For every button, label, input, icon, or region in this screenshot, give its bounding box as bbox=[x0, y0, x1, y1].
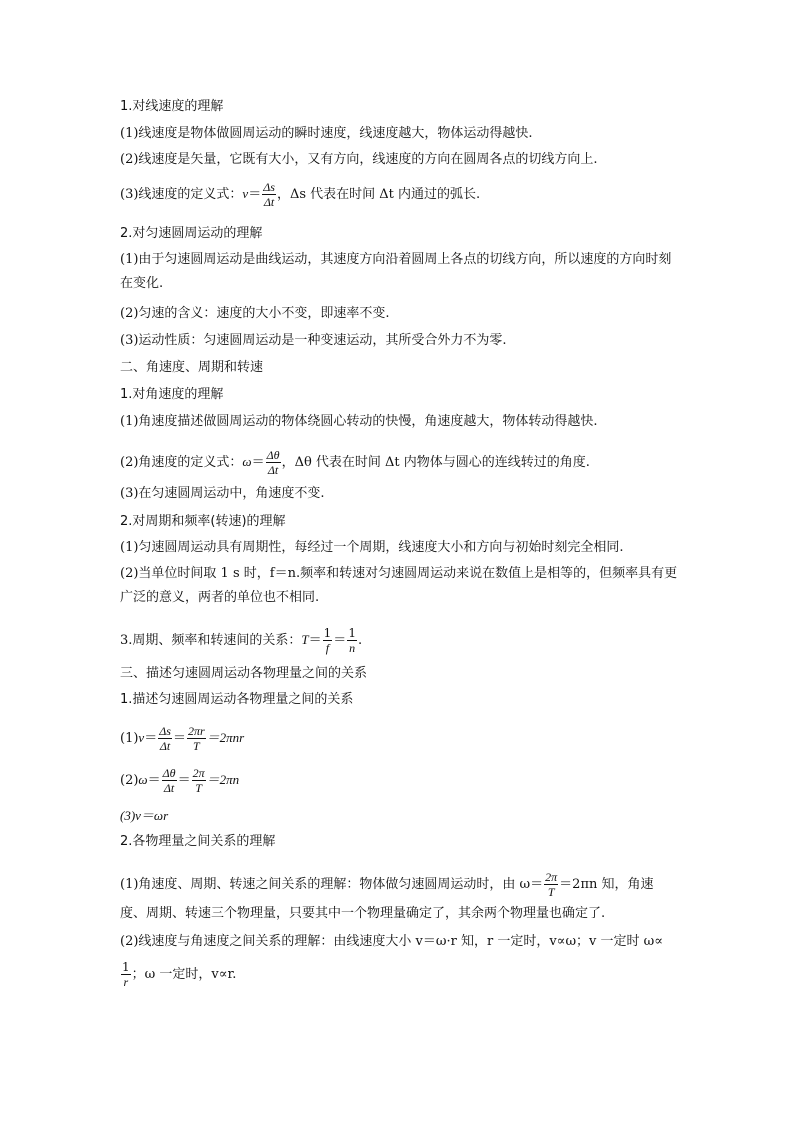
fraction bbox=[121, 960, 131, 989]
equals: ＝ bbox=[177, 773, 191, 788]
fraction bbox=[158, 724, 172, 753]
math-var: ω bbox=[242, 454, 252, 469]
section-heading: 1.描述匀速圆周运动各物理量之间的关系 bbox=[120, 692, 354, 707]
denominator: Δt bbox=[263, 195, 275, 209]
formula-line bbox=[120, 724, 680, 753]
paragraph: (3)在匀速圆周运动中，角速度不变. bbox=[120, 486, 325, 501]
denominator: T bbox=[547, 885, 555, 899]
paragraph: (3)运动性质：匀速圆周运动是一种变速运动，其所受合外力不为零. bbox=[120, 333, 507, 348]
numerator: 2π bbox=[192, 766, 205, 780]
equals: ＝ bbox=[333, 633, 347, 648]
denominator: f bbox=[325, 641, 330, 655]
numerator: Δθ bbox=[162, 766, 176, 780]
fraction bbox=[187, 724, 206, 753]
text: (2) bbox=[120, 773, 139, 788]
denominator: Δt bbox=[267, 463, 279, 477]
text: 3.周期、频率和转速间的关系： bbox=[120, 633, 302, 648]
denominator: T bbox=[192, 739, 200, 753]
math-var: v bbox=[242, 186, 249, 201]
equals: ＝ bbox=[172, 731, 186, 746]
formula-line bbox=[120, 448, 680, 477]
text: (1) bbox=[120, 731, 139, 746]
denominator: T bbox=[195, 781, 202, 795]
math-var: T bbox=[301, 632, 309, 647]
numerator: 2π bbox=[545, 870, 558, 884]
denominator: Δt bbox=[163, 781, 175, 795]
formula-line bbox=[120, 180, 680, 209]
denominator: r bbox=[123, 975, 129, 989]
paragraph bbox=[120, 870, 680, 899]
numerator: Δθ bbox=[266, 448, 280, 462]
math-var: v bbox=[138, 730, 145, 745]
numerator: 1 bbox=[348, 626, 356, 640]
numerator: Δs bbox=[159, 724, 171, 738]
denominator: Δt bbox=[159, 739, 171, 753]
fraction bbox=[192, 766, 206, 795]
text: ＝2πn 知，角速 bbox=[559, 877, 654, 892]
section-heading: 1.对角速度的理解 bbox=[120, 387, 224, 402]
text: ＝2πn bbox=[206, 772, 240, 787]
paragraph: (2)匀速的含义：速度的大小不变，即速率不变. bbox=[120, 306, 390, 321]
text: ；ω 一定时，v∝r. bbox=[131, 967, 237, 982]
equals: ＝ bbox=[308, 633, 322, 648]
chapter-heading: 三、描述匀速圆周运动各物理量之间的关系 bbox=[120, 666, 368, 681]
fraction bbox=[347, 626, 357, 655]
paragraph: (2)线速度与角速度之间关系的理解：由线速度大小 v＝ω·r 知，r 一定时，v∝ω；v 一定时 ω∝ bbox=[120, 934, 664, 949]
equals: ＝ bbox=[248, 187, 262, 202]
fraction bbox=[262, 180, 276, 209]
text: ＝2πnr bbox=[206, 730, 245, 745]
text: . bbox=[357, 633, 363, 648]
formula-line bbox=[120, 626, 680, 655]
paragraph: 度、周期、转速三个物理量，只要其中一个物理量确定了，其余两个物理量也确定了. bbox=[120, 906, 606, 921]
section-heading: 2.各物理量之间关系的理解 bbox=[120, 834, 276, 849]
fraction bbox=[162, 766, 177, 795]
equals: ＝ bbox=[147, 773, 161, 788]
paragraph: (2)线速度是矢量，它既有大小，又有方向，线速度的方向在圆周各点的切线方向上. bbox=[120, 152, 598, 167]
numerator: Δs bbox=[263, 180, 275, 194]
text: (1)角速度、周期、转速之间关系的理解：物体做匀速圆周运动时，由 ω＝ bbox=[120, 877, 544, 892]
formula-line bbox=[120, 960, 680, 989]
fraction bbox=[323, 626, 333, 655]
paragraph: (1)线速度是物体做圆周运动的瞬时速度，线速度越大，物体运动得越快. bbox=[120, 126, 533, 141]
formula-line: (3)v＝ωr bbox=[120, 808, 169, 823]
text: ，Δθ 代表在时间 Δt 内物体与圆心的连线转过的角度. bbox=[281, 455, 590, 470]
equals: ＝ bbox=[251, 455, 265, 470]
text: (2)角速度的定义式： bbox=[120, 455, 243, 470]
section-heading: 2.对匀速圆周运动的理解 bbox=[120, 226, 263, 241]
paragraph: (2)当单位时间取 1 s 时，f＝n.频率和转速对匀速圆周运动来说在数值上是相等的，但频率具有更广泛的意义，两者的单位也不相同. bbox=[120, 566, 678, 605]
numerator: 1 bbox=[323, 626, 332, 640]
equals: ＝ bbox=[144, 731, 158, 746]
text: ，Δs 代表在时间 Δt 内通过的弧长. bbox=[276, 187, 481, 202]
denominator: n bbox=[349, 641, 356, 655]
numerator: 1 bbox=[122, 960, 130, 974]
formula-line bbox=[120, 766, 680, 795]
chapter-heading: 二、角速度、周期和转速 bbox=[120, 360, 264, 375]
section-heading: 1.对线速度的理解 bbox=[120, 99, 224, 114]
text: (3)线速度的定义式： bbox=[120, 187, 243, 202]
numerator: 2πr bbox=[187, 724, 205, 738]
section-heading: 2.对周期和频率(转速)的理解 bbox=[120, 514, 286, 529]
fraction bbox=[266, 448, 281, 477]
paragraph: (1)角速度描述做圆周运动的物体绕圆心转动的快慢，角速度越大，物体转动得越快. bbox=[120, 414, 598, 429]
paragraph: (1)匀速圆周运动具有周期性，每经过一个周期，线速度大小和方向与初始时刻完全相同. bbox=[120, 540, 624, 555]
math-var: ω bbox=[138, 772, 148, 787]
paragraph: (1)由于匀速圆周运动是曲线运动，其速度方向沿着圆周上各点的切线方向，所以速度的方向时刻在变化. bbox=[120, 252, 672, 291]
fraction bbox=[544, 870, 558, 899]
